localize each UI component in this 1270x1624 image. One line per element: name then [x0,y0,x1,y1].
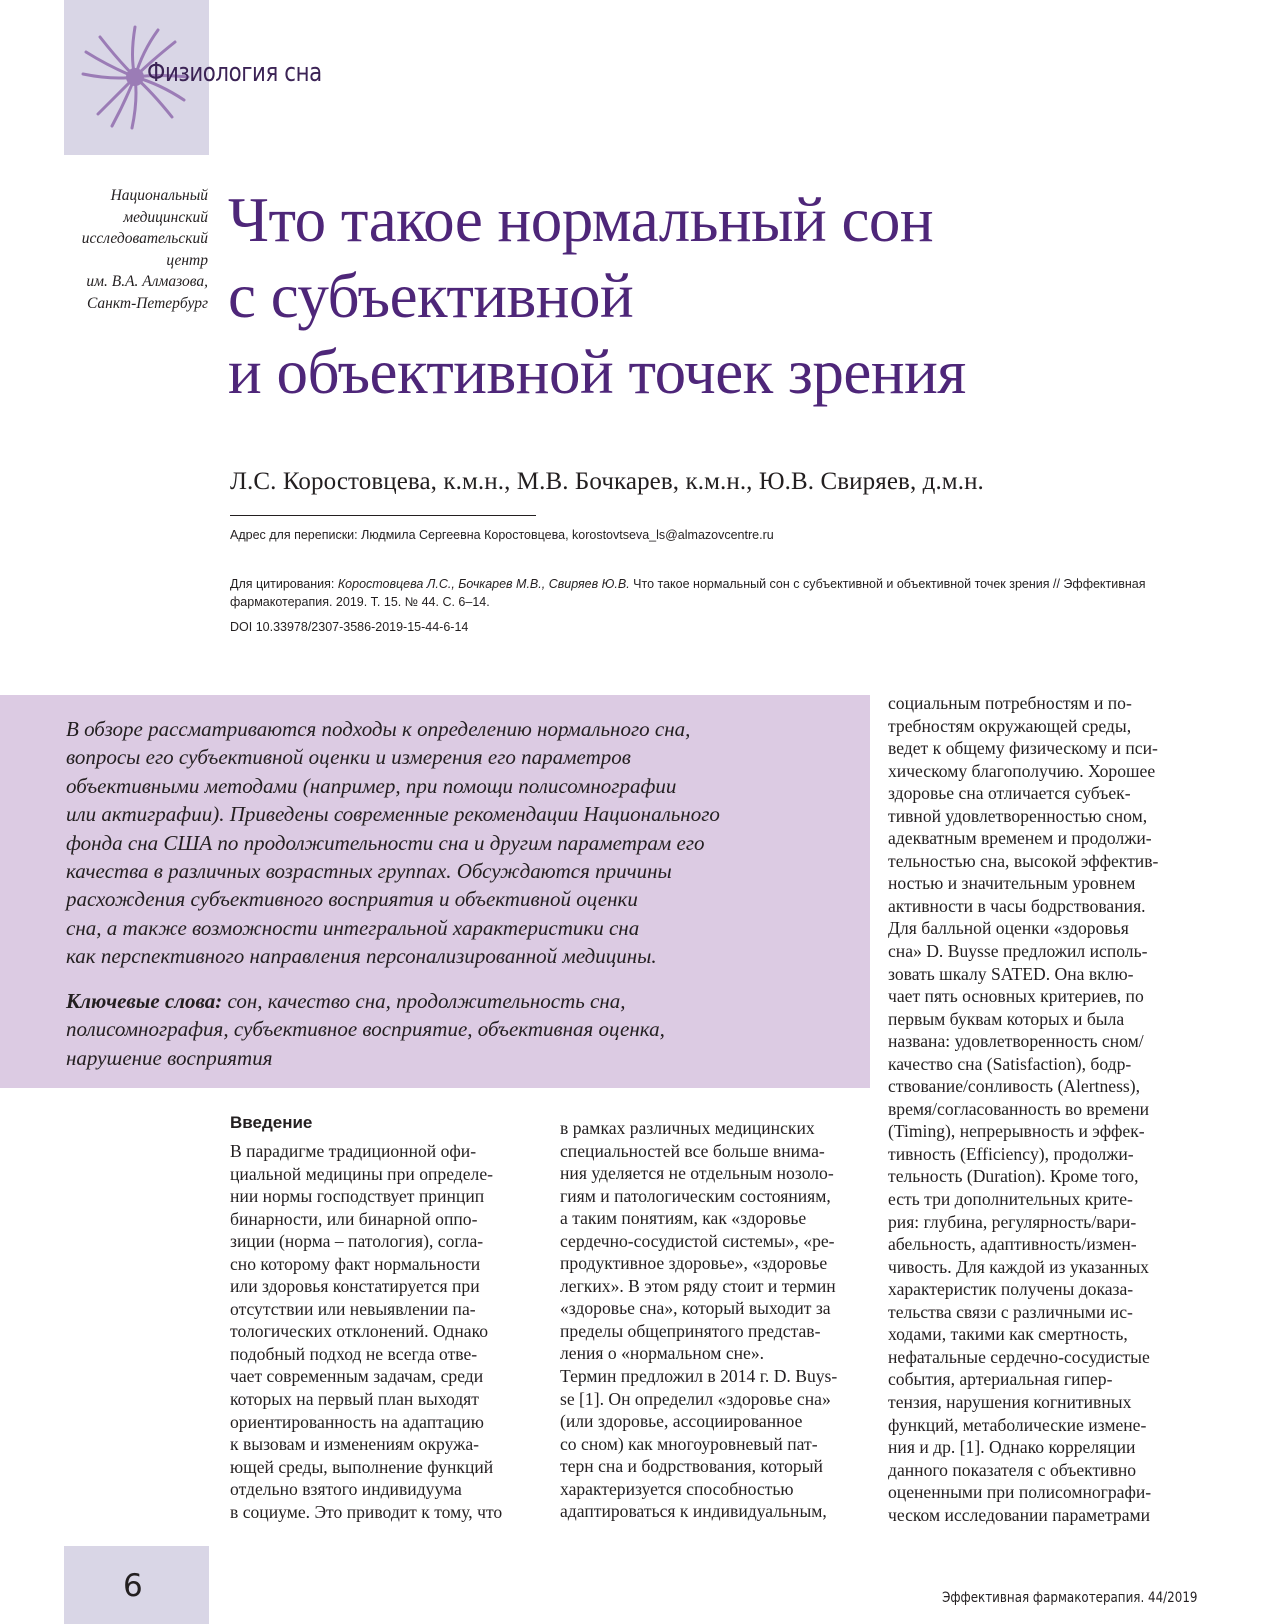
body-line: легких». В этом ряду стоит и термин [560,1275,836,1296]
keywords [66,987,856,1072]
body-line: Термин предложил в 2014 г. D. Buys- [560,1366,838,1387]
keywords-line: сон, качество сна, продолжительность сна, [222,989,626,1013]
affiliation-line: исследовательский [81,230,208,247]
body-line: циальной медицины при определе- [230,1163,493,1184]
citation-label: Для цитирования: [230,577,338,591]
body-line: se [1]. Он определил «здоровье сна» [560,1388,831,1409]
abstract-line: объективными методами (например, при помощи полисомнографии [66,773,677,798]
citation-authors: Коростовцева Л.С., Бочкарев М.В., Свиряев Ю.В. [337,577,630,591]
body-line: функций, метаболические измене- [888,1414,1147,1435]
body-line: социальным потребностям и по- [888,693,1132,713]
intro-heading: Введение [230,1113,313,1132]
body-line: ностью и значительным уровнем [888,873,1136,894]
body-line: ния и др. [1]. Однако корреляции [888,1437,1136,1458]
keywords-line: полисомнография, субъективное восприятие, объективная оценка, [66,1017,665,1042]
body-line: пределы общепринятого представ- [560,1320,821,1341]
authors: Л.С. Коростовцева, к.м.н., М.В. Бочкарев, к.м.н., Ю.В. Свиряев, д.м.н. [230,468,984,495]
body-line: события, артериальная гипер- [888,1369,1113,1390]
affiliation-line: Национальный [110,187,208,204]
body-line: гиям и патологическим состояниям, [560,1185,831,1206]
body-line: сердечно-сосудистой системы», «ре- [560,1230,835,1251]
body-line: специальностей все больше внима- [560,1140,825,1161]
body-line: сно которому факт нормальности [230,1253,481,1274]
body-line: ления о «нормальном сне». [560,1343,765,1364]
body-column-3 [888,692,1195,1526]
body-line: время/согласованность во времени [888,1098,1150,1119]
body-line: оцененными при полисомнографи- [888,1482,1152,1503]
body-line: нефатальные сердечно-сосудистые [888,1346,1150,1367]
body-line: хическому благополучию. Хорошее [888,760,1156,781]
citation-text: Что такое нормальный сон с субъективной и объективной точек зрения // Эффективная фармакотерапия. 2019. Т. 15. № 44. С. 6–14. [230,577,1146,609]
body-line: ческом исследовании параметрами [888,1504,1151,1525]
body-line: в социуме. Это приводит к тому, что [230,1501,503,1522]
body-line: (Timing), непрерывность и эффек- [888,1121,1145,1142]
abstract-line: В обзоре рассматриваются подходы к определению нормального сна, [66,717,691,741]
body-line: ствование/сонливость (Alertness), [888,1076,1141,1097]
journal-footer: Эффективная фармакотерапия. 44/2019 [941,1590,1197,1606]
body-line: характеристик получены доказа- [888,1279,1134,1300]
title-line: с субъективной [228,261,634,331]
body-line: тельность (Duration). Кроме того, [888,1166,1139,1187]
keywords-label: Ключевые слова: [66,989,223,1013]
keywords-line: нарушение восприятия [66,1045,273,1070]
body-line: активности в часы бодрствования. [888,895,1146,916]
body-line: адекватным временем и продолжи- [888,828,1152,849]
body-line: зиции (норма – патология), согла- [230,1231,484,1252]
body-line: данного показателя с объективно [888,1459,1137,1480]
body-line: абельность, адаптивность/измен- [888,1234,1137,1255]
abstract-line: расхождения субъективного восприятия и объективной оценки [66,887,638,912]
body-line: первым буквам которых и была [888,1008,1125,1029]
page-number: 6 [123,1568,143,1604]
abstract [66,715,856,971]
body-line: сна» D. Buysse предложил исполь- [888,941,1148,962]
divider [230,515,536,516]
body-line: (или здоровье, ассоциированное [560,1411,803,1432]
body-line: качество сна (Satisfaction), бодр- [888,1053,1132,1074]
body-line: здоровье сна отличается субъек- [888,783,1131,804]
body-line: чает современным задачам, среди [230,1366,484,1387]
body-line: ходами, такими как смертность, [888,1324,1128,1345]
citation [230,575,1190,611]
body-line: есть три дополнительных крите- [888,1189,1133,1210]
body-line: характеризуется способностью [560,1478,794,1499]
abstract-line: вопросы его субъективной оценки и измерения его параметров [66,745,631,770]
abstract-line: качества в различных возрастных группах. Обсуждаются причины [66,859,672,884]
body-line: или здоровья констатируется при [230,1276,480,1297]
abstract-line: как перспективного направления персонализированной медицины. [66,944,657,969]
doi[interactable]: DOI 10.33978/2307-3586-2019-15-44-6-14 [230,620,469,634]
body-line: «здоровье сна», который выходит за [560,1298,831,1319]
abstract-line: фонда сна США по продолжительности сна и другим параметрам его [66,830,705,855]
section-label: Физиология сна [147,58,322,88]
body-line: а таким понятиям, как «здоровье [560,1208,807,1229]
body-line: рия: глубина, регулярность/вари- [888,1211,1137,1232]
body-line: к вызовам и изменениям окружа- [230,1434,479,1455]
body-column-2 [560,1117,867,1523]
body-line: которых на первый план выходят [230,1389,479,1410]
body-line: зовать шкалу SATED. Она вклю- [888,963,1134,984]
body-line: названа: удовлетворенность сном/ [888,1031,1144,1052]
body-line: бинарности, или бинарной оппо- [230,1208,478,1229]
body-line: ния уделяется не отдельным нозоло- [560,1163,834,1184]
body-line: тивность (Efficiency), продолжи- [888,1143,1134,1164]
body-line: В парадигме традиционной офи- [230,1141,477,1161]
body-column-1 [230,1140,537,1523]
correspondence: Адрес для переписки: Людмила Сергеевна Коростовцева, korostovtseva_ls@almazovcentre.ru [230,528,774,542]
abstract-line: сна, а также возможности интегральной характеристики сна [66,915,640,940]
body-line: тельностью сна, высокой эффектив- [888,850,1159,871]
body-line: ориентированность на адаптацию [230,1411,484,1432]
body-line: в рамках различных медицинских [560,1118,815,1138]
body-line: ведет к общему физическому и пси- [888,738,1158,759]
body-line: требностям окружающей среды, [888,715,1132,736]
body-line: отсутствии или невыявлении па- [230,1298,476,1319]
body-line: продуктивное здоровье», «здоровье [560,1253,828,1274]
body-line: тологических отклонений. Однако [230,1321,489,1342]
body-line: тивной удовлетворенностью сном, [888,805,1148,826]
body-line: чает пять основных критериев, по [888,986,1144,1007]
title-line: Что такое нормальный сон [228,185,934,255]
body-line: чивость. Для каждой из указанных [888,1256,1149,1277]
body-line: терн сна и бодрствования, который [560,1456,823,1477]
affiliation [40,185,208,314]
body-line: со сном) как многоуровневый пат- [560,1433,818,1454]
article-title [228,182,1238,410]
affiliation-line: медицинский [123,208,208,226]
body-line: отдельно взятого индивидуума [230,1479,462,1500]
body-line: Для балльной оценки «здоровья [888,918,1129,939]
body-line: тельства связи с различными ис- [888,1301,1133,1322]
body-line: нии нормы господствует принцип [230,1186,485,1207]
body-line: ющей среды, выполнение функций [230,1456,494,1477]
body-line: адаптироваться к индивидуальным, [560,1501,827,1522]
abstract-line: или актиграфии). Приведены современные рекомендации Национального [66,802,720,827]
body-line: подобный подход не всегда отве- [230,1343,478,1364]
affiliation-line: Санкт-Петербург [86,294,208,312]
affiliation-line: им. В.А. Алмазова, [86,273,208,290]
title-line: и объективной точек зрения [228,337,966,407]
body-line: тензия, нарушения когнитивных [888,1391,1132,1412]
affiliation-line: центр [166,251,208,269]
